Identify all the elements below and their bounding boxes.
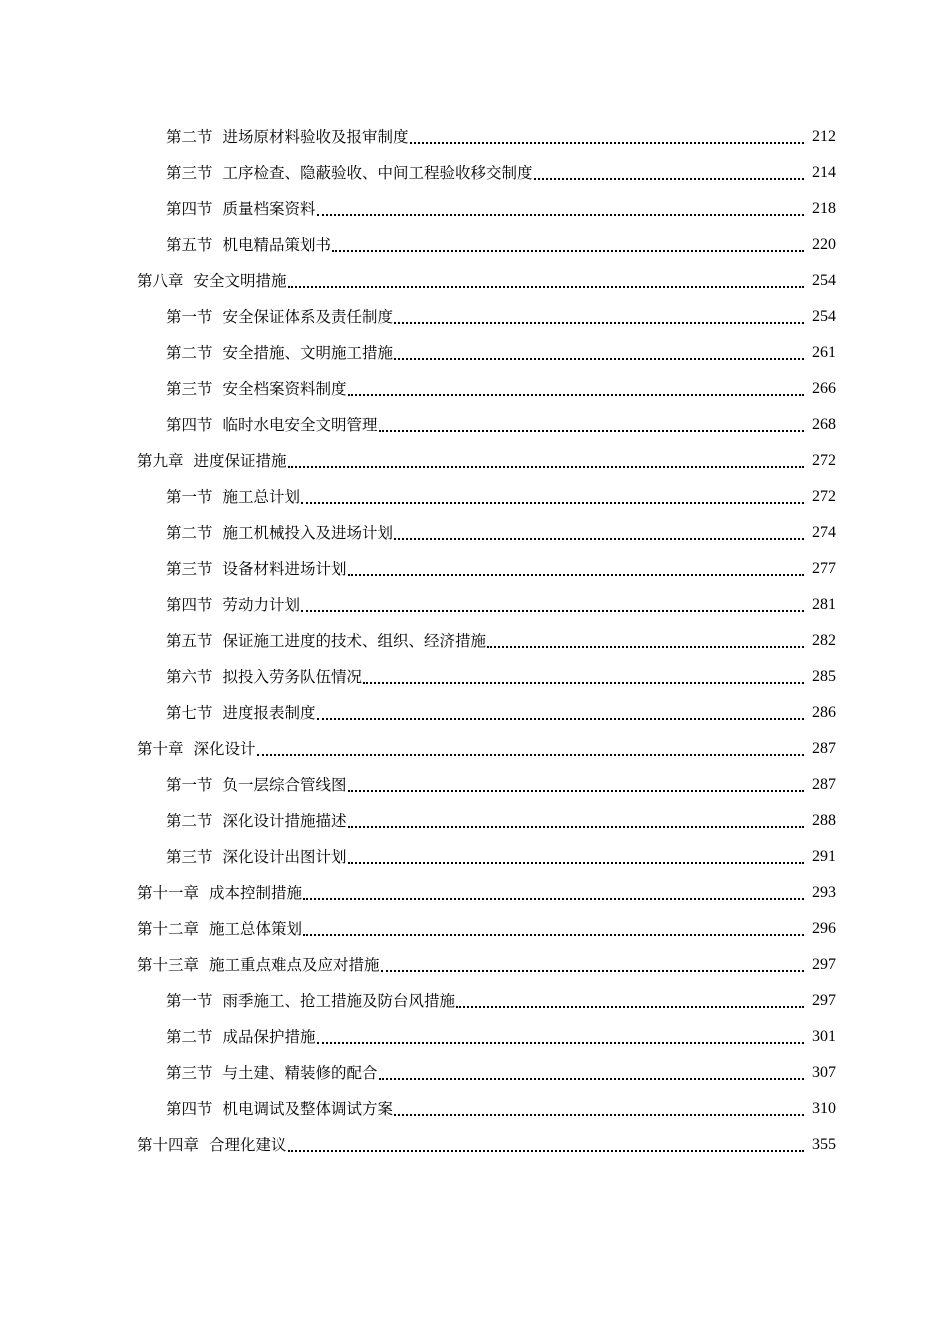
toc-section-entry[interactable]	[0, 407, 950, 443]
toc-entry-number: 第一节	[166, 776, 213, 794]
toc-entry-number: 第四节	[166, 1100, 213, 1118]
toc-section-entry[interactable]	[0, 119, 950, 155]
toc-page-number: 281	[812, 596, 836, 613]
toc-section-entry[interactable]	[0, 299, 950, 335]
toc-entry-number: 第十二章	[137, 920, 200, 938]
toc-entry-title: 机电精品策划书	[222, 236, 332, 254]
toc-entry-number: 第一节	[166, 992, 213, 1010]
toc-entry-title: 成品保护措施	[222, 1028, 316, 1046]
toc-entry-number: 第二节	[166, 344, 213, 362]
toc-section-entry[interactable]	[0, 191, 950, 227]
toc-page-number: 286	[812, 704, 836, 721]
toc-dot-leader	[487, 646, 804, 648]
toc-page-number: 355	[812, 1136, 836, 1153]
toc-section-entry[interactable]	[0, 335, 950, 371]
toc-page-number: 220	[812, 236, 836, 253]
toc-entry-number: 第三节	[166, 848, 213, 866]
toc-entry-title: 施工总计划	[222, 488, 301, 506]
toc-entry-title: 成本控制措施	[209, 884, 303, 902]
toc-section-entry[interactable]	[0, 623, 950, 659]
toc-dot-leader	[379, 1078, 804, 1080]
toc-page-number: 301	[812, 1028, 836, 1045]
toc-chapter-entry[interactable]	[0, 443, 950, 479]
toc-dot-leader	[288, 286, 804, 288]
toc-page-number: 310	[812, 1100, 836, 1117]
toc-entry-number: 第三节	[166, 164, 213, 182]
toc-chapter-entry[interactable]	[0, 1127, 950, 1163]
toc-section-entry[interactable]	[0, 1055, 950, 1091]
toc-entry-title: 安全措施、文明施工措施	[222, 344, 394, 362]
toc-entry-number: 第二节	[166, 128, 213, 146]
toc-chapter-entry[interactable]	[0, 731, 950, 767]
toc-chapter-entry[interactable]	[0, 911, 950, 947]
toc-page-number: 254	[812, 272, 836, 289]
toc-entry-title: 深化设计措施描述	[222, 812, 347, 830]
toc-entry-title: 设备材料进场计划	[222, 560, 347, 578]
toc-entry-number: 第二节	[166, 524, 213, 542]
toc-page-number: 282	[812, 632, 836, 649]
toc-page-number: 287	[812, 740, 836, 757]
toc-chapter-entry[interactable]	[0, 947, 950, 983]
toc-section-entry[interactable]	[0, 371, 950, 407]
toc-entry-title: 深化设计出图计划	[222, 848, 347, 866]
toc-page-number: 214	[812, 164, 836, 181]
toc-entry-title: 工序检查、隐蔽验收、中间工程验收移交制度	[222, 164, 533, 182]
toc-entry-title: 合理化建议	[209, 1136, 287, 1154]
toc-page-number: 254	[812, 308, 836, 325]
toc-dot-leader	[288, 1150, 804, 1152]
toc-dot-leader	[332, 250, 804, 252]
toc-entry-number: 第四节	[166, 596, 213, 614]
toc-entry-title: 劳动力计划	[222, 596, 301, 614]
toc-page-number: 285	[812, 668, 836, 685]
toc-entry-number: 第十三章	[137, 956, 200, 974]
toc-section-entry[interactable]	[0, 1091, 950, 1127]
toc-dot-leader	[394, 1114, 804, 1116]
toc-dot-leader	[379, 430, 804, 432]
toc-entry-number: 第十章	[137, 740, 184, 758]
toc-entry-number: 第八章	[137, 272, 184, 290]
toc-page-number: 307	[812, 1064, 836, 1081]
toc-section-entry[interactable]	[0, 587, 950, 623]
toc-dot-leader	[534, 178, 804, 180]
toc-dot-leader	[410, 142, 804, 144]
toc-entry-title: 进度保证措施	[193, 452, 287, 470]
toc-section-entry[interactable]	[0, 659, 950, 695]
toc-chapter-entry[interactable]	[0, 875, 950, 911]
toc-entry-title: 机电调试及整体调试方案	[222, 1100, 394, 1118]
toc-section-entry[interactable]	[0, 767, 950, 803]
toc-dot-leader	[456, 1006, 804, 1008]
toc-page-number: 272	[812, 488, 836, 505]
toc-entry-title: 雨季施工、抢工措施及防台风措施	[222, 992, 456, 1010]
toc-dot-leader	[317, 1042, 804, 1044]
toc-entry-title: 进场原材料验收及报审制度	[222, 128, 409, 146]
toc-entry-title: 负一层综合管线图	[222, 776, 347, 794]
toc-page-number: 297	[812, 992, 836, 1009]
toc-entry-title: 质量档案资料	[222, 200, 316, 218]
toc-section-entry[interactable]	[0, 839, 950, 875]
toc-section-entry[interactable]	[0, 551, 950, 587]
toc-page-number: 287	[812, 776, 836, 793]
toc-dot-leader	[303, 898, 804, 900]
toc-entry-number: 第三节	[166, 380, 213, 398]
toc-entry-title: 进度报表制度	[222, 704, 316, 722]
toc-entry-number: 第四节	[166, 416, 213, 434]
toc-dot-leader	[348, 574, 804, 576]
toc-page-number: 268	[812, 416, 836, 433]
toc-dot-leader	[288, 466, 804, 468]
toc-dot-leader	[394, 358, 804, 360]
toc-dot-leader	[348, 790, 804, 792]
toc-section-entry[interactable]	[0, 983, 950, 1019]
toc-page-number: 291	[812, 848, 836, 865]
toc-section-entry[interactable]	[0, 695, 950, 731]
toc-entry-number: 第一节	[166, 308, 213, 326]
toc-page-number: 274	[812, 524, 836, 541]
toc-entry-title: 施工总体策划	[209, 920, 303, 938]
toc-dot-leader	[301, 502, 804, 504]
toc-entry-number: 第五节	[166, 236, 213, 254]
toc-entry-number: 第九章	[137, 452, 184, 470]
toc-entry-title: 安全文明措施	[193, 272, 287, 290]
toc-page-number: 288	[812, 812, 836, 829]
toc-section-entry[interactable]	[0, 1019, 950, 1055]
toc-entry-number: 第十一章	[137, 884, 200, 902]
toc-entry-title: 临时水电安全文明管理	[222, 416, 378, 434]
toc-entry-title: 安全保证体系及责任制度	[222, 308, 394, 326]
toc-entry-number: 第三节	[166, 560, 213, 578]
toc-page-number: 218	[812, 200, 836, 217]
toc-entry-title: 安全档案资料制度	[222, 380, 347, 398]
toc-entry-number: 第二节	[166, 812, 213, 830]
toc-section-entry[interactable]	[0, 479, 950, 515]
toc-entry-title: 深化设计	[193, 740, 256, 758]
toc-entry-title: 施工重点难点及应对措施	[209, 956, 380, 974]
toc-entry-number: 第一节	[166, 488, 213, 506]
toc-entry-title: 保证施工进度的技术、组织、经济措施	[222, 632, 487, 650]
toc-entry-title: 拟投入劳务队伍情况	[222, 668, 363, 686]
toc-entry-number: 第四节	[166, 200, 213, 218]
toc-page-number: 296	[812, 920, 836, 937]
toc-dot-leader	[394, 538, 804, 540]
toc-dot-leader	[348, 826, 804, 828]
toc-page-number: 212	[812, 128, 836, 145]
toc-page-number: 277	[812, 560, 836, 577]
toc-entry-title: 施工机械投入及进场计划	[222, 524, 394, 542]
toc-section-entry[interactable]	[0, 803, 950, 839]
toc-page-number: 261	[812, 344, 836, 361]
toc-section-entry[interactable]	[0, 155, 950, 191]
toc-entry-number: 第十四章	[137, 1136, 200, 1154]
toc-dot-leader	[303, 934, 804, 936]
toc-page-number: 266	[812, 380, 836, 397]
toc-entry-number: 第七节	[166, 704, 213, 722]
toc-dot-leader	[348, 862, 804, 864]
toc-entry-number: 第三节	[166, 1064, 213, 1082]
toc-section-entry[interactable]	[0, 227, 950, 263]
toc-entry-number: 第二节	[166, 1028, 213, 1046]
toc-entry-number: 第五节	[166, 632, 213, 650]
toc-dot-leader	[257, 754, 804, 756]
toc-page-number: 297	[812, 956, 836, 973]
toc-dot-leader	[301, 610, 804, 612]
toc-dot-leader	[381, 970, 804, 972]
toc-chapter-entry[interactable]	[0, 263, 950, 299]
toc-section-entry[interactable]	[0, 515, 950, 551]
toc-dot-leader	[317, 718, 804, 720]
table-of-contents	[0, 119, 950, 1163]
toc-dot-leader	[317, 214, 804, 216]
toc-page-number: 272	[812, 452, 836, 469]
toc-entry-title: 与土建、精装修的配合	[222, 1064, 378, 1082]
toc-entry-number: 第六节	[166, 668, 213, 686]
toc-dot-leader	[394, 322, 804, 324]
toc-dot-leader	[363, 682, 804, 684]
toc-dot-leader	[348, 394, 804, 396]
toc-page-number: 293	[812, 884, 836, 901]
